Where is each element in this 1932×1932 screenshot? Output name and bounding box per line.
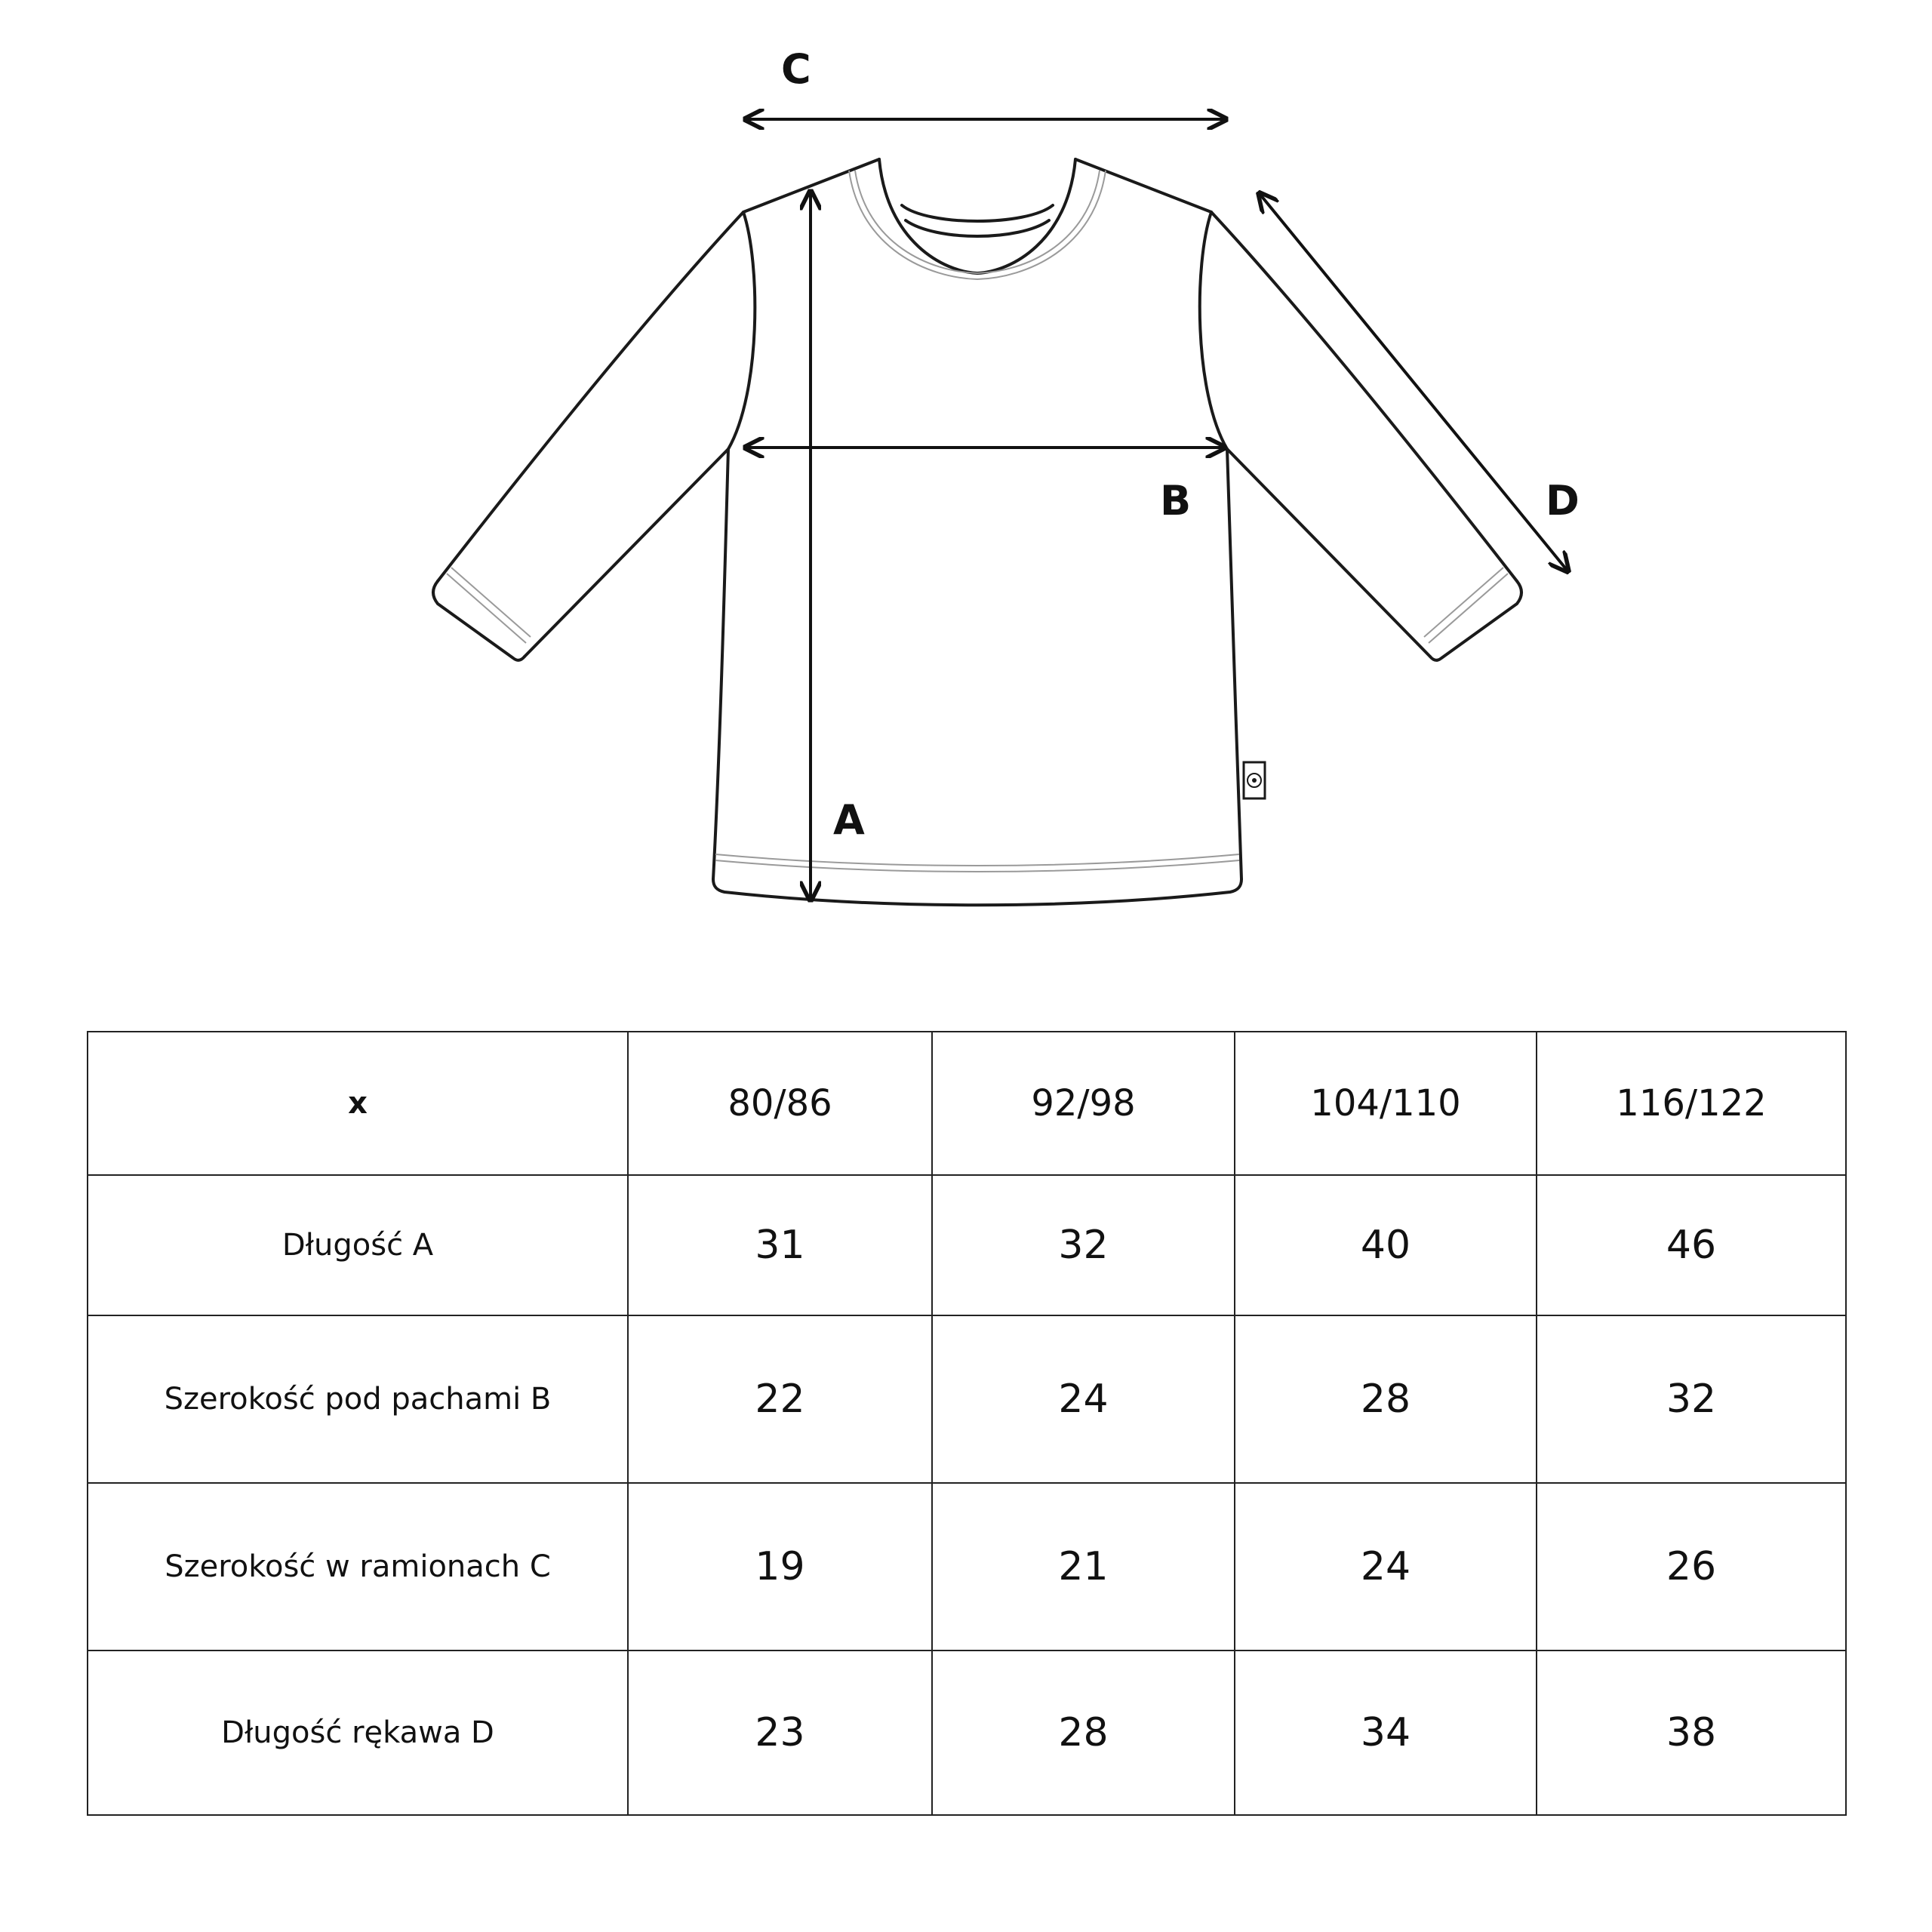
long-sleeve-shirt-outline-icon [433,159,1521,905]
table-cell: 31 [628,1175,932,1315]
table-cell: 22 [628,1315,932,1483]
row-label: Długość rękawa D [88,1651,628,1815]
stitching [447,171,1508,872]
table-row [88,1651,1846,1815]
size-chart-table [87,1031,1847,1816]
table-cell: 28 [932,1651,1235,1815]
table-cell: 34 [1235,1651,1537,1815]
table-cell: 40 [1235,1175,1537,1315]
label-c: C [781,45,811,93]
table-cell: 24 [1235,1483,1537,1651]
table-corner-cell: x [88,1032,628,1175]
size-header-104-110: 104/110 [1235,1032,1537,1175]
table-cell: 32 [1537,1315,1846,1483]
row-label: Szerokość pod pachami B [88,1315,628,1483]
label-b: B [1160,477,1192,525]
table-header-row [88,1032,1846,1175]
size-header-80-86: 80/86 [628,1032,932,1175]
table-cell: 46 [1537,1175,1846,1315]
table-row [88,1483,1846,1651]
label-a: A [833,796,865,844]
size-header-116-122: 116/122 [1537,1032,1846,1175]
table-cell: 24 [932,1315,1235,1483]
row-label: Długość A [88,1175,628,1315]
table-cell: 26 [1537,1483,1846,1651]
size-header-92-98: 92/98 [932,1032,1235,1175]
brand-tag-icon [1244,762,1265,798]
table-cell: 21 [932,1483,1235,1651]
table-cell: 23 [628,1651,932,1815]
table-row [88,1175,1846,1315]
row-label: Szerokość w ramionach C [88,1483,628,1651]
arrow-d [1260,195,1567,570]
table-row [88,1315,1846,1483]
table-cell: 38 [1537,1651,1846,1815]
table-cell: 19 [628,1483,932,1651]
table-cell: 32 [932,1175,1235,1315]
label-d: D [1546,477,1580,525]
measurement-arrows [747,119,1567,898]
table-cell: 28 [1235,1315,1537,1483]
